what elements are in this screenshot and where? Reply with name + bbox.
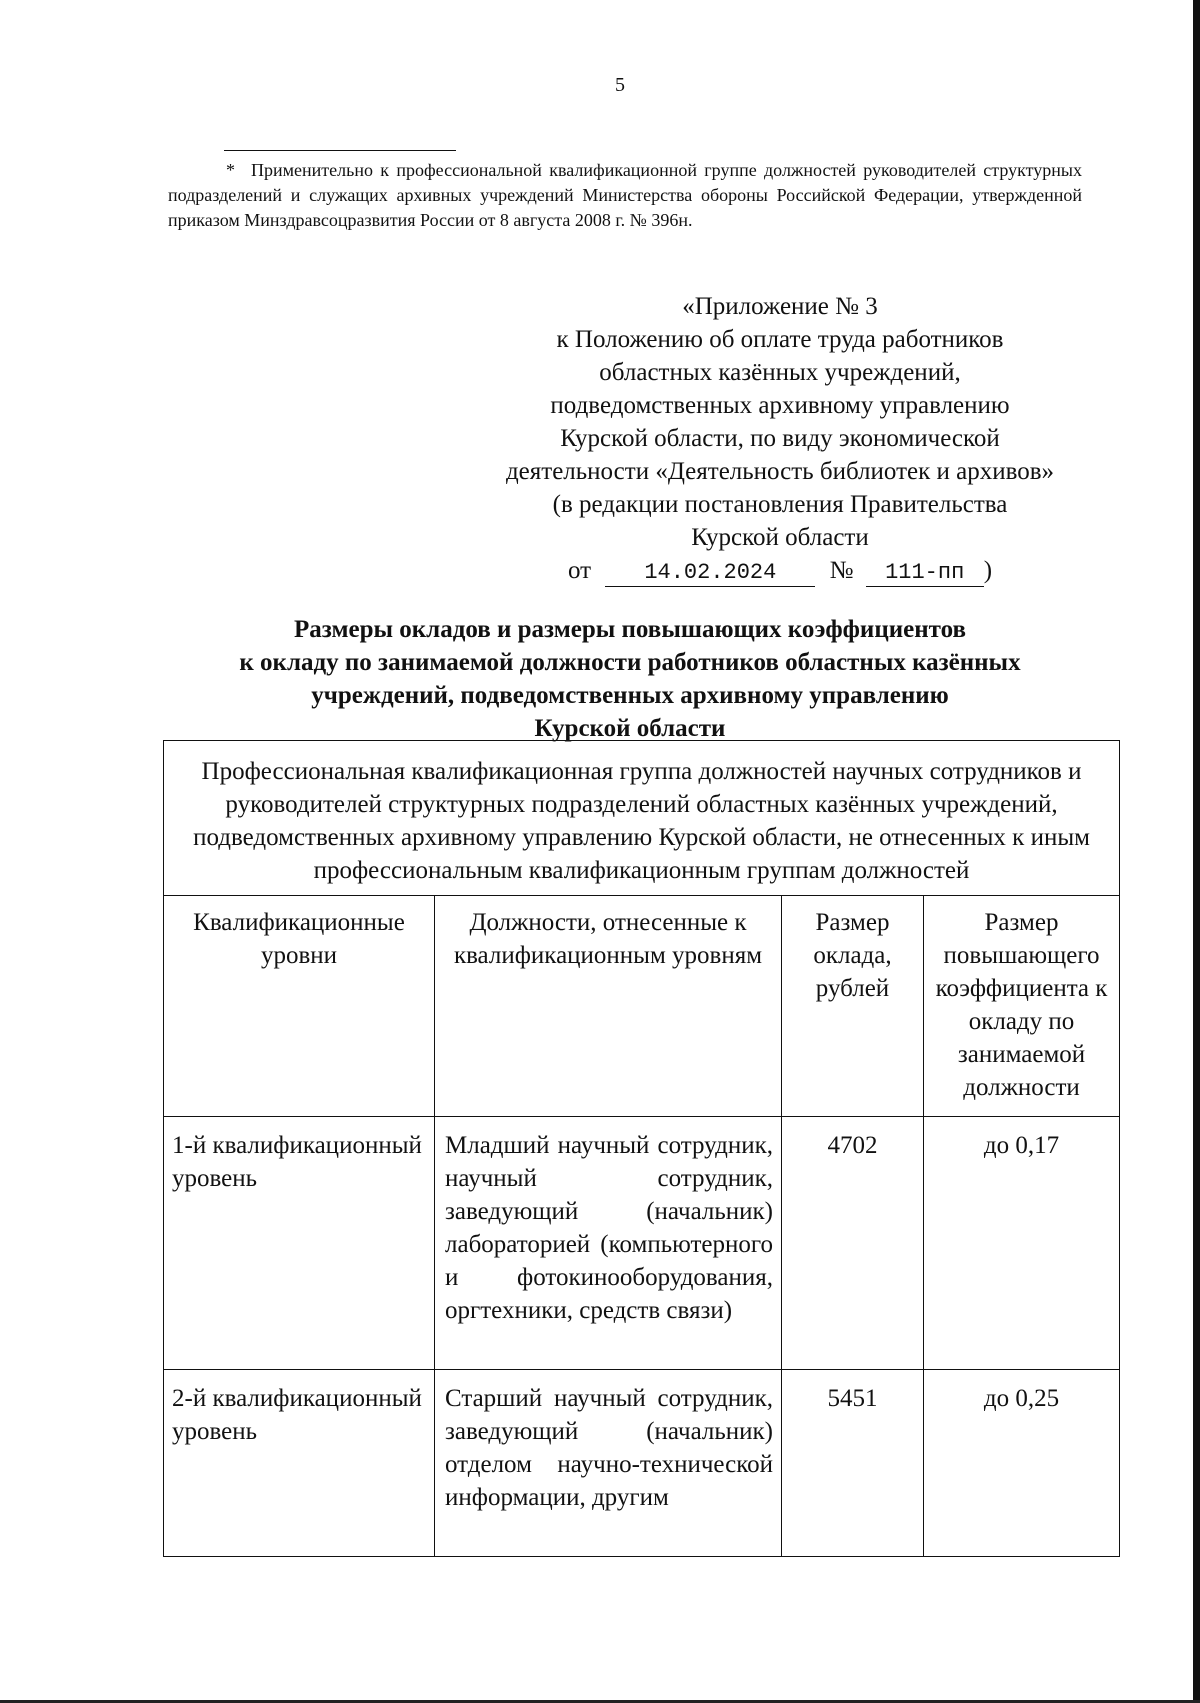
header-coefficient: Размер повышающего коэффициента к окладу по занимаемой должности: [924, 896, 1120, 1117]
footnote-marker: *: [226, 160, 235, 180]
group-title-cell: Профессиональная квалификационная группа должностей научных сотрудников и руководителей структурных подразделений областных казённых учреждений, подведомственных архивному управлению Курской области, не отнесенных к иным профессиональным квалификационным группам должностей: [164, 741, 1120, 896]
appendix-header: [440, 290, 1120, 587]
appendix-date-line: [440, 554, 1120, 587]
table-row: [164, 1370, 1120, 1557]
title-line: к окладу по занимаемой должности работников областных казённых: [239, 649, 1021, 676]
document-number: 111-пп: [866, 560, 984, 587]
header-salary: Размер оклада, рублей: [782, 896, 924, 1117]
salary-cell: 5451: [782, 1370, 924, 1557]
title-line: учреждений, подведомственных архивному управлению: [311, 682, 949, 709]
level-cell: 1-й квалификационный уровень: [164, 1117, 435, 1370]
document-title: [130, 613, 1130, 745]
header-level: Квалификационные уровни: [164, 896, 435, 1117]
appendix-line: «Приложение № 3: [682, 293, 878, 320]
appendix-line: деятельности «Деятельность библиотек и архивов»: [505, 458, 1055, 485]
footnote-text: Применительно к профессиональной квалификационной группе должностей руководителей структурных подразделений и служащих архивных учреждений Министерства обороны Российской Федерации, утвержденной приказом Минздравсоцразвития России от 8 августа 2008 г. № 396н.: [168, 160, 1082, 230]
appendix-line: подведомственных архивному управлению: [550, 392, 1010, 419]
positions-cell: Старший научный сотрудник, заведующий (начальник) отделом научно-технической информации, другим: [435, 1370, 782, 1557]
appendix-line: Курской области: [691, 524, 869, 551]
salary-cell: 4702: [782, 1117, 924, 1370]
footnote-separator: [224, 150, 456, 151]
salary-table: [163, 740, 1120, 1557]
scan-edge: [1193, 0, 1200, 1703]
coefficient-cell: до 0,17: [924, 1117, 1120, 1370]
group-title-row: [164, 741, 1120, 896]
title-line: Размеры окладов и размеры повышающих коэффициентов: [294, 616, 966, 643]
level-cell: 2-й квалификационный уровень: [164, 1370, 435, 1557]
appendix-line: Курской области, по виду экономической: [560, 425, 1000, 452]
appendix-line: областных казённых учреждений,: [599, 359, 961, 386]
number-prefix: №: [829, 557, 854, 584]
table-row: [164, 1117, 1120, 1370]
positions-cell: Младший научный сотрудник, научный сотрудник, заведующий (начальник) лабораторией (компьютерного и фотокинооборудования, оргтехники, средств связи): [435, 1117, 782, 1370]
appendix-line: (в редакции постановления Правительства: [552, 491, 1008, 518]
date-prefix: от: [567, 557, 592, 584]
footnote: [168, 158, 1082, 233]
coefficient-cell: до 0,25: [924, 1370, 1120, 1557]
header-positions: Должности, отнесенные к квалификационным уровням: [435, 896, 782, 1117]
header-row: [164, 896, 1120, 1117]
appendix-line: к Положению об оплате труда работников: [556, 326, 1004, 353]
closing-parenthesis: ): [983, 557, 993, 584]
page-number: 5: [615, 74, 625, 96]
title-line: Курской области: [534, 715, 726, 742]
document-date: 14.02.2024: [605, 560, 815, 587]
